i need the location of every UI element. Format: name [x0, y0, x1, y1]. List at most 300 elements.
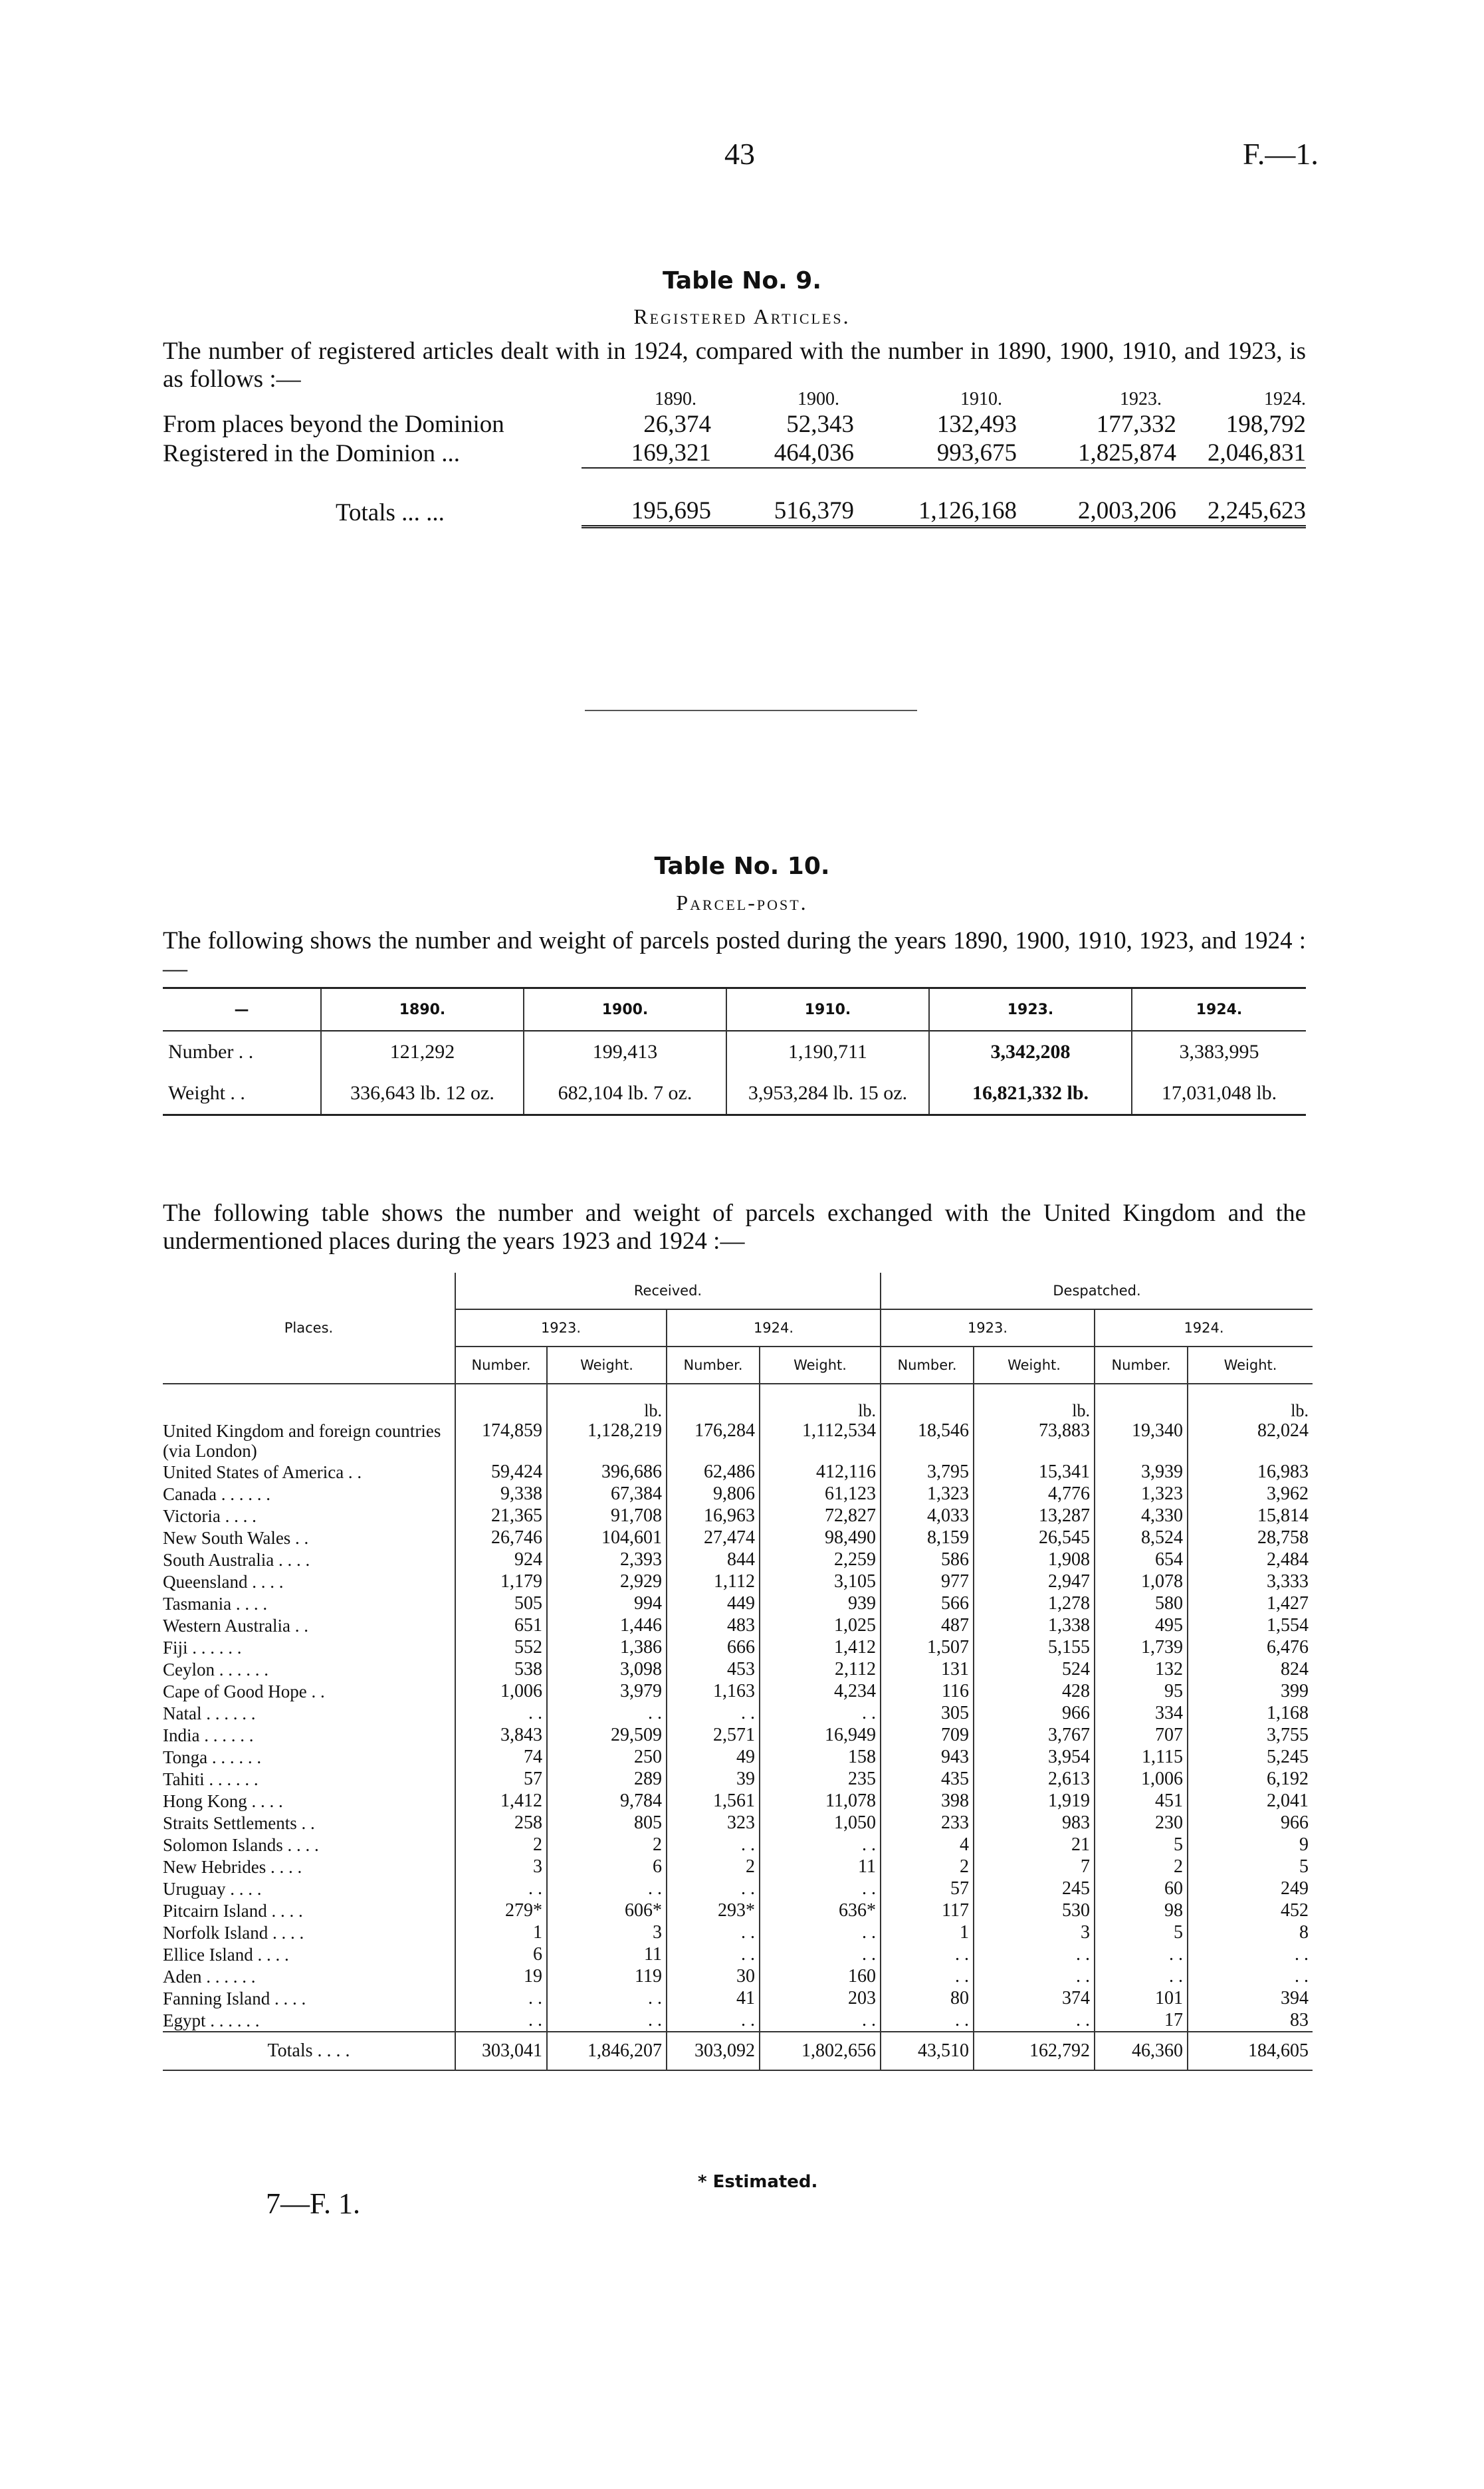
- cell: 9,784: [547, 1790, 667, 1812]
- cell: 505: [455, 1592, 547, 1614]
- row-label: Registered in the Dominion ...: [163, 440, 461, 467]
- table9-year: 1924.: [1264, 389, 1306, 409]
- cell: 1,825,874: [1078, 439, 1176, 467]
- table-row: [163, 1790, 1313, 1812]
- cell: 72,827: [760, 1505, 881, 1527]
- unit-row: [163, 1384, 1313, 1421]
- cell: 8,524: [1095, 1527, 1188, 1549]
- cell: 396,686: [547, 1461, 667, 1483]
- cell: . .: [1188, 1965, 1313, 1987]
- cell: . .: [881, 2009, 974, 2032]
- cell: 9,338: [455, 1483, 547, 1505]
- cell: 5: [1188, 1856, 1313, 1878]
- cell: 57: [455, 1768, 547, 1790]
- cell: 709: [881, 1724, 974, 1746]
- cell: 3: [455, 1856, 547, 1878]
- exchange-table: [163, 1273, 1313, 2071]
- table-row: [163, 1636, 1313, 1658]
- cell: 1,115: [1095, 1746, 1188, 1768]
- cell: 966: [974, 1702, 1095, 1724]
- cell: 119: [547, 1965, 667, 1987]
- table-row: [163, 1570, 1313, 1592]
- cell: 117: [881, 1899, 974, 1921]
- cell: 1,112: [667, 1570, 760, 1592]
- cell: 3,342,208: [929, 1031, 1132, 1073]
- cell: . .: [455, 2009, 547, 2032]
- cell: 3: [974, 1921, 1095, 1943]
- cell: 1,919: [974, 1790, 1095, 1812]
- table9-totals-row: [163, 496, 1306, 527]
- place-name: South Australia . . . .: [163, 1549, 310, 1570]
- cell: 83: [1188, 2009, 1313, 2032]
- unit-label: lb.: [1188, 1384, 1313, 1421]
- column-header: 1924.: [1132, 988, 1306, 1031]
- cell: 30: [667, 1965, 760, 1987]
- cell: 174,859: [455, 1421, 547, 1461]
- cell: 1,739: [1095, 1636, 1188, 1658]
- table-row: [163, 1943, 1313, 1965]
- cell: 2,112: [760, 1658, 881, 1680]
- cell: . .: [974, 1965, 1095, 1987]
- unit-label: lb.: [760, 1384, 881, 1421]
- place-name: Ceylon . . . . . .: [163, 1659, 268, 1679]
- cell: 977: [881, 1570, 974, 1592]
- column-header: 1923.: [929, 988, 1132, 1031]
- cell: 6: [455, 1943, 547, 1965]
- table-row: [163, 1768, 1313, 1790]
- cell: 82,024: [1188, 1421, 1313, 1461]
- cell: . .: [760, 1702, 881, 1724]
- cell: . .: [547, 1878, 667, 1899]
- place-name: New South Wales . .: [163, 1527, 309, 1548]
- cell: 3,767: [974, 1724, 1095, 1746]
- cell: 15,341: [974, 1461, 1095, 1483]
- place-name: Tasmania . . . .: [163, 1593, 268, 1614]
- cell: 67,384: [547, 1483, 667, 1505]
- cell: 3,333: [1188, 1570, 1313, 1592]
- table-row: [163, 1658, 1313, 1680]
- table9-year: 1900.: [797, 389, 839, 409]
- cell: . .: [455, 1702, 547, 1724]
- cell: 449: [667, 1592, 760, 1614]
- place-name: Aden . . . . . .: [163, 1966, 256, 1987]
- cell: 464,036: [774, 439, 854, 467]
- cell: 412,116: [760, 1461, 881, 1483]
- cell: 3,755: [1188, 1724, 1313, 1746]
- cell: 1,006: [1095, 1768, 1188, 1790]
- totals-label: Totals . . . .: [163, 2032, 455, 2070]
- cell: 2,613: [974, 1768, 1095, 1790]
- cell: . .: [667, 2009, 760, 2032]
- cell: . .: [760, 1921, 881, 1943]
- cell: 46,360: [1095, 2032, 1188, 2070]
- cell: 398: [881, 1790, 974, 1812]
- cell: 158: [760, 1746, 881, 1768]
- cell: 9,806: [667, 1483, 760, 1505]
- cell: 399: [1188, 1680, 1313, 1702]
- table-row: [163, 1592, 1313, 1614]
- table9-subtitle: Registered Articles.: [633, 304, 851, 328]
- place-name: Queensland . . . .: [163, 1571, 284, 1592]
- cell: 250: [547, 1746, 667, 1768]
- place-name: United States of America . .: [163, 1461, 362, 1482]
- cell: 98: [1095, 1899, 1188, 1921]
- cell: 3,383,995: [1132, 1031, 1306, 1073]
- cell: 1,128,219: [547, 1421, 667, 1461]
- cell: . .: [547, 1702, 667, 1724]
- table-row: [163, 1421, 1313, 1461]
- cell: 19: [455, 1965, 547, 1987]
- cell: . .: [760, 1943, 881, 1965]
- unit-label: lb.: [547, 1384, 667, 1421]
- cell: . .: [1095, 1965, 1188, 1987]
- table10-header-row: [163, 988, 1306, 1031]
- cell: 1,126,168: [854, 496, 1017, 527]
- place-name: New Hebrides . . . .: [163, 1856, 302, 1877]
- cell: 279*: [455, 1899, 547, 1921]
- cell: 4,033: [881, 1505, 974, 1527]
- cell: 2,259: [760, 1549, 881, 1570]
- cell: 91,708: [547, 1505, 667, 1527]
- page-signature: 7—F. 1.: [266, 2187, 360, 2220]
- place-name: Pitcairn Island . . . .: [163, 1900, 303, 1921]
- cell: 2: [1095, 1856, 1188, 1878]
- cell: 1,050: [760, 1812, 881, 1834]
- cell: 5: [1095, 1921, 1188, 1943]
- year-header: 1924.: [1095, 1309, 1313, 1347]
- cell: 16,821,332 lb.: [929, 1073, 1132, 1115]
- year-header: 1923.: [455, 1309, 667, 1347]
- cell: 132,493: [936, 411, 1017, 438]
- cell: 116: [881, 1680, 974, 1702]
- table10-title: Table No. 10.: [654, 853, 830, 880]
- table9-year: 1890.: [655, 389, 696, 409]
- cell: 1,025: [760, 1614, 881, 1636]
- cell: 1,278: [974, 1592, 1095, 1614]
- cell: 3,795: [881, 1461, 974, 1483]
- cell: 924: [455, 1549, 547, 1570]
- cell: 1: [455, 1921, 547, 1943]
- cell: 62,486: [667, 1461, 760, 1483]
- corner-cell: —: [234, 1001, 249, 1018]
- cell: 17: [1095, 2009, 1188, 2032]
- cell: 132: [1095, 1658, 1188, 1680]
- cell: 1,561: [667, 1790, 760, 1812]
- table9-year: 1910.: [960, 389, 1002, 409]
- place-name: Hong Kong . . . .: [163, 1790, 283, 1811]
- cell: 323: [667, 1812, 760, 1834]
- cell: 483: [667, 1614, 760, 1636]
- table9-year-row: [163, 387, 1306, 410]
- cell: 43,510: [881, 2032, 974, 2070]
- cell: 394: [1188, 1987, 1313, 2009]
- cell: 1: [881, 1921, 974, 1943]
- cell: 19,340: [1095, 1421, 1188, 1461]
- cell: 230: [1095, 1812, 1188, 1834]
- cell: 651: [455, 1614, 547, 1636]
- cell: 73,883: [974, 1421, 1095, 1461]
- cell: 233: [881, 1812, 974, 1834]
- cell: 336,643 lb. 12 oz.: [321, 1073, 524, 1115]
- cell: 305: [881, 1702, 974, 1724]
- row-label: Number . .: [168, 1041, 254, 1063]
- cell: 487: [881, 1614, 974, 1636]
- cell: 41: [667, 1987, 760, 2009]
- cell: 682,104 lb. 7 oz.: [524, 1073, 726, 1115]
- table-row: [163, 1834, 1313, 1856]
- cell: 666: [667, 1636, 760, 1658]
- table-row: [163, 1614, 1313, 1636]
- cell: 2: [455, 1834, 547, 1856]
- table-row: [163, 1921, 1313, 1943]
- cell: . .: [974, 2009, 1095, 2032]
- table-row: [163, 1746, 1313, 1768]
- cell: 334: [1095, 1702, 1188, 1724]
- weight-header: Weight.: [1188, 1347, 1313, 1384]
- cell: 495: [1095, 1614, 1188, 1636]
- table10-subtitle: Parcel-post.: [676, 891, 808, 915]
- place-name: Straits Settlements . .: [163, 1812, 315, 1833]
- cell: 6: [547, 1856, 667, 1878]
- cell: . .: [1095, 1943, 1188, 1965]
- cell: . .: [760, 1878, 881, 1899]
- cell: 5,155: [974, 1636, 1095, 1658]
- cell: . .: [974, 1943, 1095, 1965]
- cell: 177,332: [1096, 411, 1176, 438]
- footnote: * Estimated.: [698, 2172, 818, 2192]
- cell: . .: [455, 1987, 547, 2009]
- cell: 707: [1095, 1724, 1188, 1746]
- cell: . .: [760, 1834, 881, 1856]
- cell: 98,490: [760, 1527, 881, 1549]
- table-row: [163, 1965, 1313, 1987]
- table9-registered-articles: [163, 387, 1306, 528]
- cell: 104,601: [547, 1527, 667, 1549]
- number-header: Number.: [1095, 1347, 1188, 1384]
- cell: 552: [455, 1636, 547, 1658]
- cell: 169,321: [631, 439, 711, 467]
- cell: 824: [1188, 1658, 1313, 1680]
- cell: 4,330: [1095, 1505, 1188, 1527]
- place-name: Fiji . . . . . .: [163, 1637, 242, 1658]
- cell: 4,776: [974, 1483, 1095, 1505]
- table-row: [163, 410, 1306, 439]
- cell: 586: [881, 1549, 974, 1570]
- weight-header: Weight.: [974, 1347, 1095, 1384]
- cell: . .: [881, 1965, 974, 1987]
- cell: 95: [1095, 1680, 1188, 1702]
- cell: 939: [760, 1592, 881, 1614]
- table-row: [163, 1483, 1313, 1505]
- cell: 203: [760, 1987, 881, 2009]
- weight-header: Weight.: [760, 1347, 881, 1384]
- cell: 3: [547, 1921, 667, 1943]
- cell: 606*: [547, 1899, 667, 1921]
- cell: 13,287: [974, 1505, 1095, 1527]
- table9-year: 1923.: [1120, 389, 1162, 409]
- year-header: 1923.: [881, 1309, 1095, 1347]
- cell: 39: [667, 1768, 760, 1790]
- number-header: Number.: [881, 1347, 974, 1384]
- cell: 983: [974, 1812, 1095, 1834]
- cell: 566: [881, 1592, 974, 1614]
- cell: 530: [974, 1899, 1095, 1921]
- cell: 2: [881, 1856, 974, 1878]
- cell: . .: [547, 1987, 667, 2009]
- cell: 74: [455, 1746, 547, 1768]
- cell: 374: [974, 1987, 1095, 2009]
- cell: 538: [455, 1658, 547, 1680]
- cell: 428: [974, 1680, 1095, 1702]
- table10-intro: The following shows the number and weight of parcels posted during the years 1890, 1900, 1910, 1923, and 1924 :—: [163, 927, 1306, 982]
- cell: 17,031,048 lb.: [1132, 1073, 1306, 1115]
- year-header: 1924.: [667, 1309, 881, 1347]
- row-label: From places beyond the Dominion: [163, 411, 504, 438]
- section-divider: [585, 710, 917, 711]
- place-name: Tonga . . . . . .: [163, 1747, 262, 1767]
- cell: . .: [667, 1834, 760, 1856]
- cell: 452: [1188, 1899, 1313, 1921]
- table-row: [163, 1987, 1313, 2009]
- cell: 61,123: [760, 1483, 881, 1505]
- place-name: United Kingdom and foreign countries (via London): [163, 1421, 441, 1461]
- cell: 9: [1188, 1834, 1313, 1856]
- cell: 289: [547, 1768, 667, 1790]
- number-header: Number.: [667, 1347, 760, 1384]
- table9-title: Table No. 9.: [662, 267, 822, 294]
- table-row: [163, 1899, 1313, 1921]
- cell: 3,979: [547, 1680, 667, 1702]
- cell: 28,758: [1188, 1527, 1313, 1549]
- table-row: [163, 1702, 1313, 1724]
- cell: 1,507: [881, 1636, 974, 1658]
- number-header: Number.: [455, 1347, 547, 1384]
- table-row: [163, 1031, 1306, 1073]
- cell: 1,168: [1188, 1702, 1313, 1724]
- cell: 966: [1188, 1812, 1313, 1834]
- cell: . .: [760, 2009, 881, 2032]
- cell: 101: [1095, 1987, 1188, 2009]
- cell: 52,343: [786, 411, 854, 438]
- cell: . .: [667, 1943, 760, 1965]
- cell: 805: [547, 1812, 667, 1834]
- cell: 516,379: [711, 496, 854, 527]
- cell: 451: [1095, 1790, 1188, 1812]
- cell: 303,092: [667, 2032, 760, 2070]
- cell: 1,802,656: [760, 2032, 881, 2070]
- cell: 1,908: [974, 1549, 1095, 1570]
- cell: 2,484: [1188, 1549, 1313, 1570]
- place-name: Solomon Islands . . . .: [163, 1834, 319, 1855]
- cell: 11: [547, 1943, 667, 1965]
- cell: 198,792: [1225, 411, 1306, 438]
- cell: 1,163: [667, 1680, 760, 1702]
- column-header: 1890.: [321, 988, 524, 1031]
- cell: . .: [881, 1943, 974, 1965]
- cell: 21: [974, 1834, 1095, 1856]
- table-row: [163, 1527, 1313, 1549]
- cell: 57: [881, 1878, 974, 1899]
- cell: 1,338: [974, 1614, 1095, 1636]
- unit-label: lb.: [974, 1384, 1095, 1421]
- cell: 2,947: [974, 1570, 1095, 1592]
- cell: 27,474: [667, 1527, 760, 1549]
- cell: 235: [760, 1768, 881, 1790]
- cell: 21,365: [455, 1505, 547, 1527]
- places-header: Places.: [284, 1320, 334, 1336]
- cell: 3,954: [974, 1746, 1095, 1768]
- cell: 29,509: [547, 1724, 667, 1746]
- cell: 162,792: [974, 2032, 1095, 2070]
- cell: 994: [547, 1592, 667, 1614]
- cell: 435: [881, 1768, 974, 1790]
- cell: 26,545: [974, 1527, 1095, 1549]
- cell: 524: [974, 1658, 1095, 1680]
- cell: 121,292: [321, 1031, 524, 1073]
- cell: 3,962: [1188, 1483, 1313, 1505]
- cell: . .: [667, 1702, 760, 1724]
- place-name: Western Australia . .: [163, 1615, 309, 1636]
- cell: 1,006: [455, 1680, 547, 1702]
- cell: 245: [974, 1878, 1095, 1899]
- cell: 844: [667, 1549, 760, 1570]
- cell: 1,323: [1095, 1483, 1188, 1505]
- column-header: 1900.: [524, 988, 726, 1031]
- table-row: [163, 1549, 1313, 1570]
- cell: 11: [760, 1856, 881, 1878]
- table-row: [163, 2009, 1313, 2032]
- cell: 16,949: [760, 1724, 881, 1746]
- cell: 16,963: [667, 1505, 760, 1527]
- cell: 6,476: [1188, 1636, 1313, 1658]
- cell: 1,554: [1188, 1614, 1313, 1636]
- table-row: [163, 1724, 1313, 1746]
- cell: 176,284: [667, 1421, 760, 1461]
- cell: 49: [667, 1746, 760, 1768]
- cell: 2: [547, 1834, 667, 1856]
- cell: 16,983: [1188, 1461, 1313, 1483]
- cell: 1,323: [881, 1483, 974, 1505]
- table-row: [163, 1856, 1313, 1878]
- document-reference: F.—1.: [1243, 137, 1319, 171]
- place-name: India . . . . . .: [163, 1725, 254, 1745]
- table-row: [163, 1680, 1313, 1702]
- place-name: Cape of Good Hope . .: [163, 1681, 325, 1701]
- weight-header: Weight.: [547, 1347, 667, 1384]
- despatched-header: Despatched.: [881, 1273, 1313, 1309]
- cell: 1,179: [455, 1570, 547, 1592]
- cell: 3,953,284 lb. 15 oz.: [726, 1073, 929, 1115]
- cell: 2,041: [1188, 1790, 1313, 1812]
- cell: 80: [881, 1987, 974, 2009]
- cell: 26,374: [643, 411, 711, 438]
- cell: 943: [881, 1746, 974, 1768]
- column-header: 1910.: [726, 988, 929, 1031]
- cell: 4: [881, 1834, 974, 1856]
- cell: 1,846,207: [547, 2032, 667, 2070]
- cell: 2,046,831: [1208, 439, 1306, 467]
- cell: 5,245: [1188, 1746, 1313, 1768]
- exchange-totals-row: [163, 2032, 1313, 2070]
- totals-label: Totals ... ...: [336, 498, 445, 526]
- cell: 1,078: [1095, 1570, 1188, 1592]
- cell: . .: [547, 2009, 667, 2032]
- cell: 2,003,206: [1017, 496, 1176, 527]
- cell: 2,929: [547, 1570, 667, 1592]
- cell: 1,386: [547, 1636, 667, 1658]
- cell: 1,190,711: [726, 1031, 929, 1073]
- place-name: Natal . . . . . .: [163, 1703, 256, 1723]
